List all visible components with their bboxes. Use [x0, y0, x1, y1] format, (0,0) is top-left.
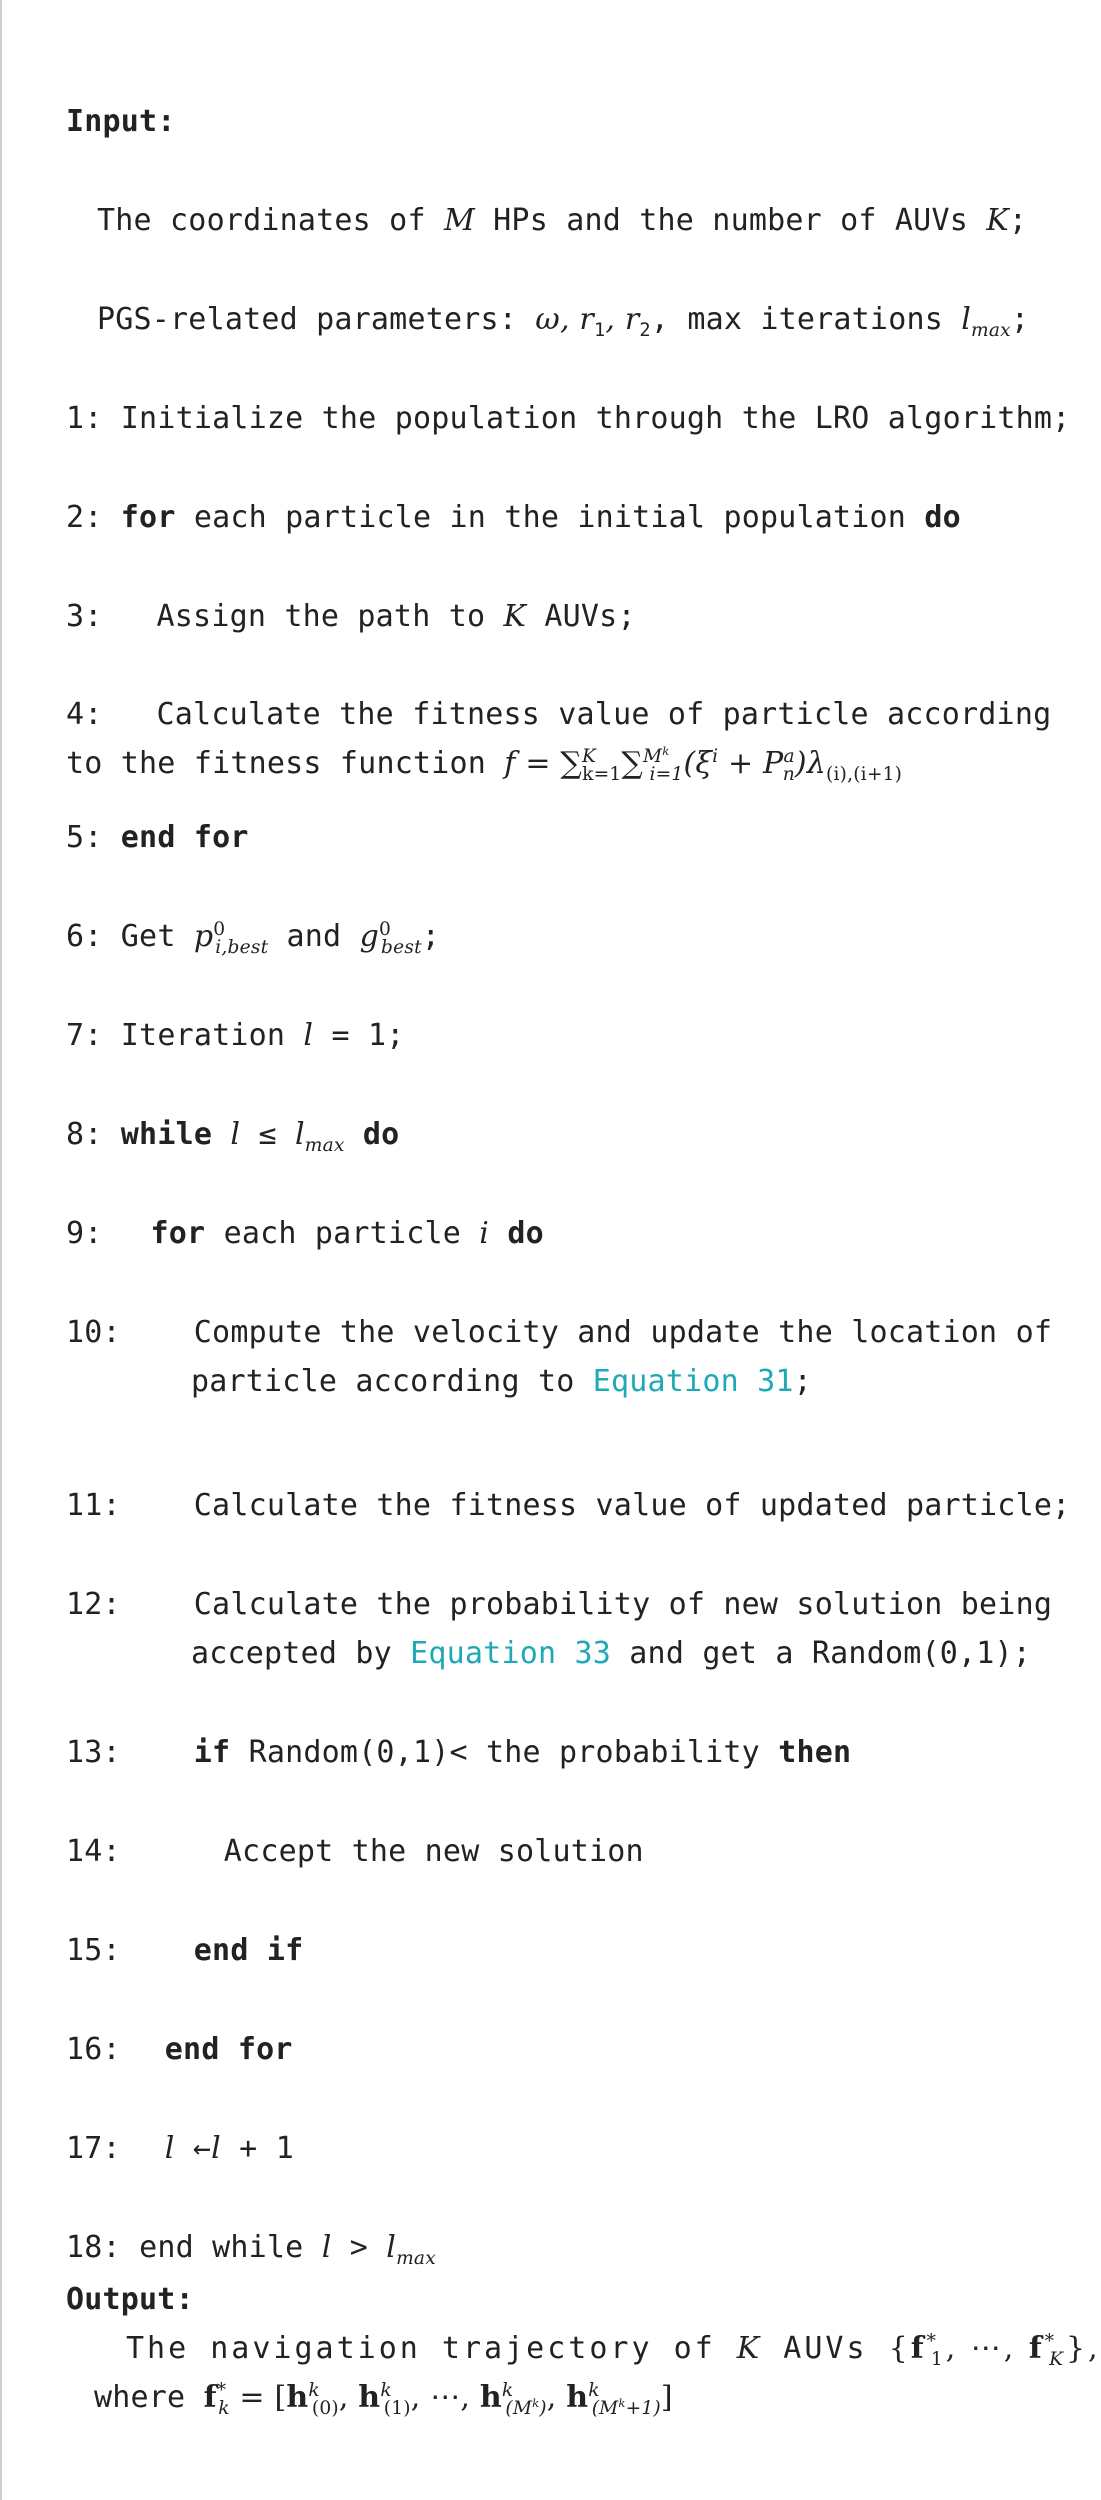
step-8: 8: while $l \le l_{max}$ do: [66, 1117, 400, 1156]
step-12: 12: Calculate the probability of new solution being: [66, 1587, 1053, 1622]
step-12-cont: accepted by Equation 33 and get a Random(0,1);: [191, 1636, 1032, 1671]
step-16: 16: end for: [66, 2032, 293, 2067]
step-6: 6: Get $p^0_{i,best}$ and $g^0_{best}$;: [66, 919, 441, 958]
step-15: 15: end if: [66, 1933, 304, 1968]
output-label: Output:: [66, 2282, 194, 2317]
input-parameters-line: PGS-related parameters: ω, $r_1$, $r_2$, max iterations $l_{max}$;: [97, 302, 1030, 341]
step-1: 1: Initialize the population through the LRO algorithm;: [66, 401, 1071, 436]
step-13: 13: if Random(0,1)< the probability then: [66, 1735, 852, 1770]
step-11: 11: Calculate the fitness value of updated particle;: [66, 1488, 1071, 1523]
step-10: 10: Compute the velocity and update the location of: [66, 1315, 1053, 1350]
step-7: 7: Iteration l = 1;: [66, 1018, 405, 1053]
step-10-cont: particle according to Equation 31;: [191, 1364, 812, 1399]
output-line-1: The navigation trajectory of K AUVs {$f^*_1$, ⋯, $f^*_K$},: [126, 2331, 1101, 2370]
equation-31-link[interactable]: Equation 31: [592, 1364, 794, 1399]
input-label: Input:: [66, 104, 176, 139]
step-18: 18: end while $l > l_{max}$: [66, 2230, 436, 2269]
step-2: 2: for each particle in the initial population do: [66, 500, 961, 535]
equation-33-link[interactable]: Equation 33: [410, 1636, 612, 1671]
step-17: 17: l ←l + 1: [66, 2131, 294, 2166]
step-3: 3: Assign the path to K AUVs;: [66, 599, 636, 634]
step-9: 9: for each particle i do: [66, 1216, 544, 1251]
step-5: 5: end for: [66, 820, 249, 855]
output-line-2: where $f^*_k = [h^k_{(0)}$, $h^k_{(1)}$, ⋯, $h^k_{(M^k)}$, $h^k_{(M^k+1)}$]: [94, 2380, 673, 2419]
input-coordinates-line: The coordinates of M HPs and the number of AUVs K;: [97, 203, 1028, 238]
step-4-formula: to the fitness function $f = \sum^K_{k=1}\sum^{M^k}_{i=1}(\xi^i + P^a_n)\lambda_{(i),(i+1)}$: [66, 743, 903, 785]
step-4: 4: Calculate the fitness value of particle according: [66, 697, 1052, 732]
step-14: 14: Accept the new solution: [66, 1834, 644, 1869]
